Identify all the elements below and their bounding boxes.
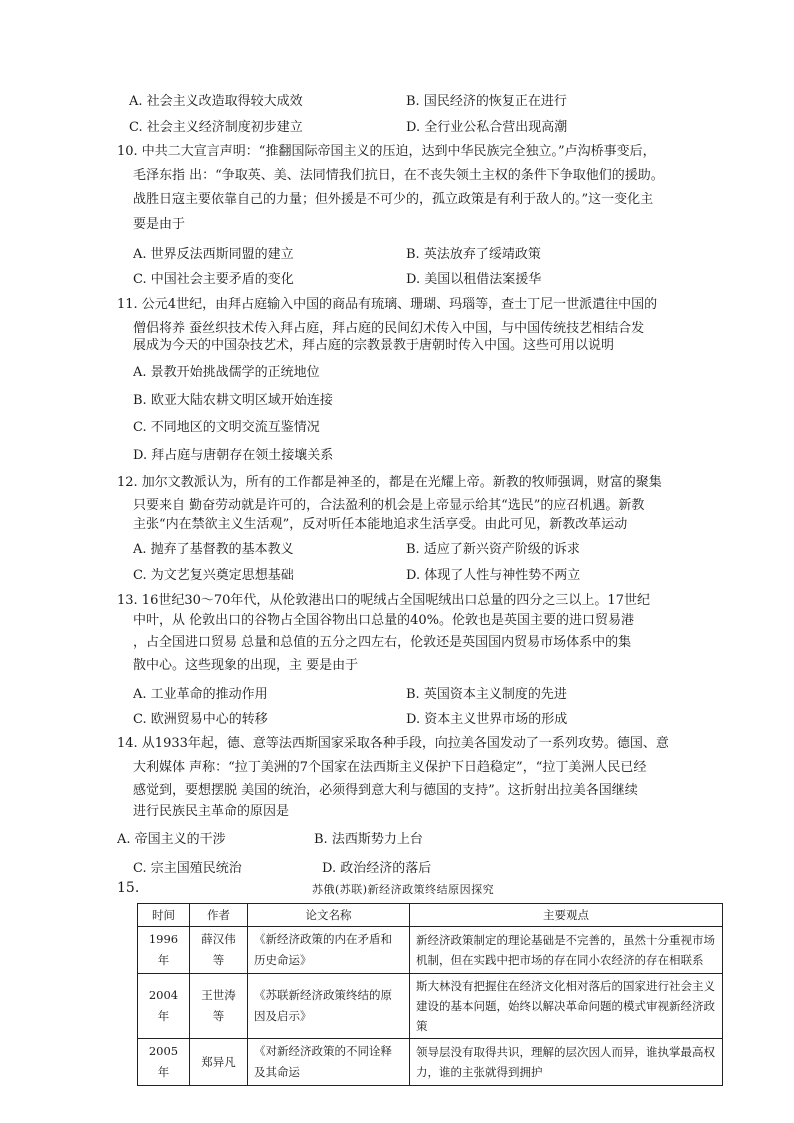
- q15-table-caption: 苏俄(苏联)新经济政策终结原因探究: [312, 883, 495, 896]
- q10-option-c: C. 中国社会主要矛盾的变化: [133, 272, 294, 287]
- table-row: [138, 1039, 723, 1086]
- q10-stem-line: 战胜日寇主要依靠自己的力量；但外援是不可少的，孤立政策是有利于敌人的。”这一变化主: [133, 192, 654, 207]
- header-paper: 论文名称: [248, 904, 410, 927]
- cell-author: 王世涛等: [190, 974, 248, 1039]
- q12-stem-line: 主张“内在禁欲主义生活观”，反对听任本能地追求生活享受。由此可见，新教改革运动: [133, 517, 628, 532]
- cell-paper: 《苏联新经济政策终结的原因及启示》: [248, 974, 410, 1039]
- cell-view: 斯大林没有把握住在经济文化相对落后的国家进行社会主义建设的基本问题，始终以解决革命问题的模式审视新经济政策: [410, 974, 723, 1039]
- cell-author: 薛汉伟等: [190, 927, 248, 974]
- q11-stem-line: 11. 公元4世纪，由拜占庭输入中国的商品有琉璃、珊瑚、玛瑙等，查士丁尼一世派遣往中国的: [117, 297, 658, 312]
- q12-option-a: A. 抛弃了基督教的基本教义: [133, 542, 294, 557]
- cell-paper: 《新经济政策的内在矛盾和历史命运》: [248, 927, 410, 974]
- q9-option-a: A. 社会主义改造取得较大成效: [129, 94, 303, 109]
- q11-option-a: A. 景教开始挑战儒学的正统地位: [133, 365, 320, 380]
- q13-stem-line: 中叶，从 伦敦出口的谷物占全国谷物出口总量的40%。伦敦也是英国主要的进口贸易港: [133, 613, 635, 628]
- cell-time: 1996年: [138, 927, 190, 974]
- q9-option-b: B. 国民经济的恢复正在进行: [406, 94, 567, 109]
- q10-stem-line: 10. 中共二大宣言声明：“推翻国际帝国主义的压迫，达到中华民族完全独立。”卢沟桥事变后，: [117, 144, 656, 159]
- q11-stem-line: 展成为今天的中国杂技艺术，拜占庭的宗教景教于唐朝时传入中国。这些可用以说明: [133, 338, 615, 353]
- q9-option-c: C. 社会主义经济制度初步建立: [129, 120, 303, 135]
- header-time: 时间: [138, 904, 190, 927]
- q11-option-d: D. 拜占庭与唐朝存在领土接壤关系: [133, 448, 334, 463]
- table-row: [138, 927, 723, 974]
- cell-paper: 《对新经济政策的不同诠释及其命运: [248, 1039, 410, 1086]
- q10-option-a: A. 世界反法西斯同盟的建立: [133, 247, 294, 262]
- q10-stem-line: 要是由于: [133, 217, 186, 232]
- q10-option-d: D. 美国以租借法案援华: [406, 272, 542, 287]
- cell-time: 2004年: [138, 974, 190, 1039]
- header-author: 作者: [190, 904, 248, 927]
- table-row: [138, 974, 723, 1039]
- cell-view: 新经济政策制定的理论基础是不完善的，虽然十分重视市场机制，但在实践中把市场的存在同小农经济的存在相联系: [410, 927, 723, 974]
- q13-option-a: A. 工业革命的推动作用: [133, 687, 268, 702]
- q14-stem-line: 感觉到，要想摆脱 美国的统治，必须得到意大利与德国的支持”。这折射出拉美各国继续: [133, 783, 638, 798]
- q13-option-d: D. 资本主义世界市场的形成: [406, 712, 568, 727]
- q9-option-d: D. 全行业公私合营出现高潮: [406, 120, 568, 135]
- q10-stem-line: 毛泽东指 出：“争取英、美、法同情我们抗日，在不丧失领土主权的条件下争取他们的援助。: [133, 168, 664, 183]
- q13-stem-line: ，占全国进口贸易 总量和总值的五分之四左右，伦敦还是英国国内贸易市场体系中的集: [133, 635, 632, 650]
- q12-option-b: B. 适应了新兴资产阶级的诉求: [406, 542, 580, 557]
- q11-stem-line: 僧侣将养 蚕丝织技术传入拜占庭，拜占庭的民间幻术传入中国，与中国传统技艺相结合发: [133, 321, 645, 336]
- q12-option-d: D. 体现了人性与神性势不两立: [406, 568, 581, 583]
- cell-time: 2005年: [138, 1039, 190, 1086]
- table-header-row: [138, 904, 723, 927]
- q11-option-b: B. 欧亚大陆农耕文明区域开始连接: [133, 393, 333, 408]
- q12-option-c: C. 为文艺复兴奠定思想基础: [133, 568, 294, 583]
- q12-stem-line: 只要来自 勤奋劳动就是许可的，合法盈利的机会是上帝显示给其“选民”的应召机遇。新教: [133, 498, 645, 513]
- q14-option-c: C. 宗主国殖民统治: [133, 861, 242, 876]
- q13-stem-line: 13. 16世纪30～70年代，从伦敦港出口的呢绒占全国呢绒出口总量的四分之三以上。17世纪: [117, 593, 650, 608]
- q13-stem-line: 散中心。这些现象的出现，主 要是由于: [133, 658, 359, 673]
- q14-option-b: B. 法西斯势力上台: [314, 832, 423, 847]
- q13-option-c: C. 欧洲贸易中心的转移: [133, 712, 268, 727]
- q11-option-c: C. 不同地区的文明交流互鉴情况: [133, 420, 320, 435]
- q14-option-d: D. 政治经济的落后: [322, 861, 432, 876]
- q14-option-a: A. 帝国主义的干涉: [117, 832, 226, 847]
- q14-stem-line: 14. 从1933年起，德、意等法西斯国家采取各种手段，向拉美各国发动了一系列攻势。德国、意: [117, 736, 669, 751]
- q15-number: 15.: [117, 880, 140, 896]
- q12-stem-line: 12. 加尔文教派认为，所有的工作都是神圣的，都是在光耀上帝。新教的牧师强调，财富的聚集: [117, 475, 662, 490]
- q14-stem-line: 进行民族民主革命的原因是: [133, 804, 290, 819]
- q15-research-table: [137, 903, 723, 1086]
- q13-option-b: B. 英国资本主义制度的先进: [406, 687, 567, 702]
- cell-author: 郑异凡: [190, 1039, 248, 1086]
- cell-view: 领导层没有取得共识，理解的层次因人而异，谁执掌最高权力，谁的主张就得到拥护: [410, 1039, 723, 1086]
- q14-stem-line: 大利媒体 声称：“拉丁美洲的7个国家在法西斯主义保护下日趋稳定”，“拉丁美洲人民已经: [133, 760, 647, 775]
- q10-option-b: B. 英法放弃了绥靖政策: [406, 247, 541, 262]
- header-view: 主要观点: [410, 904, 723, 927]
